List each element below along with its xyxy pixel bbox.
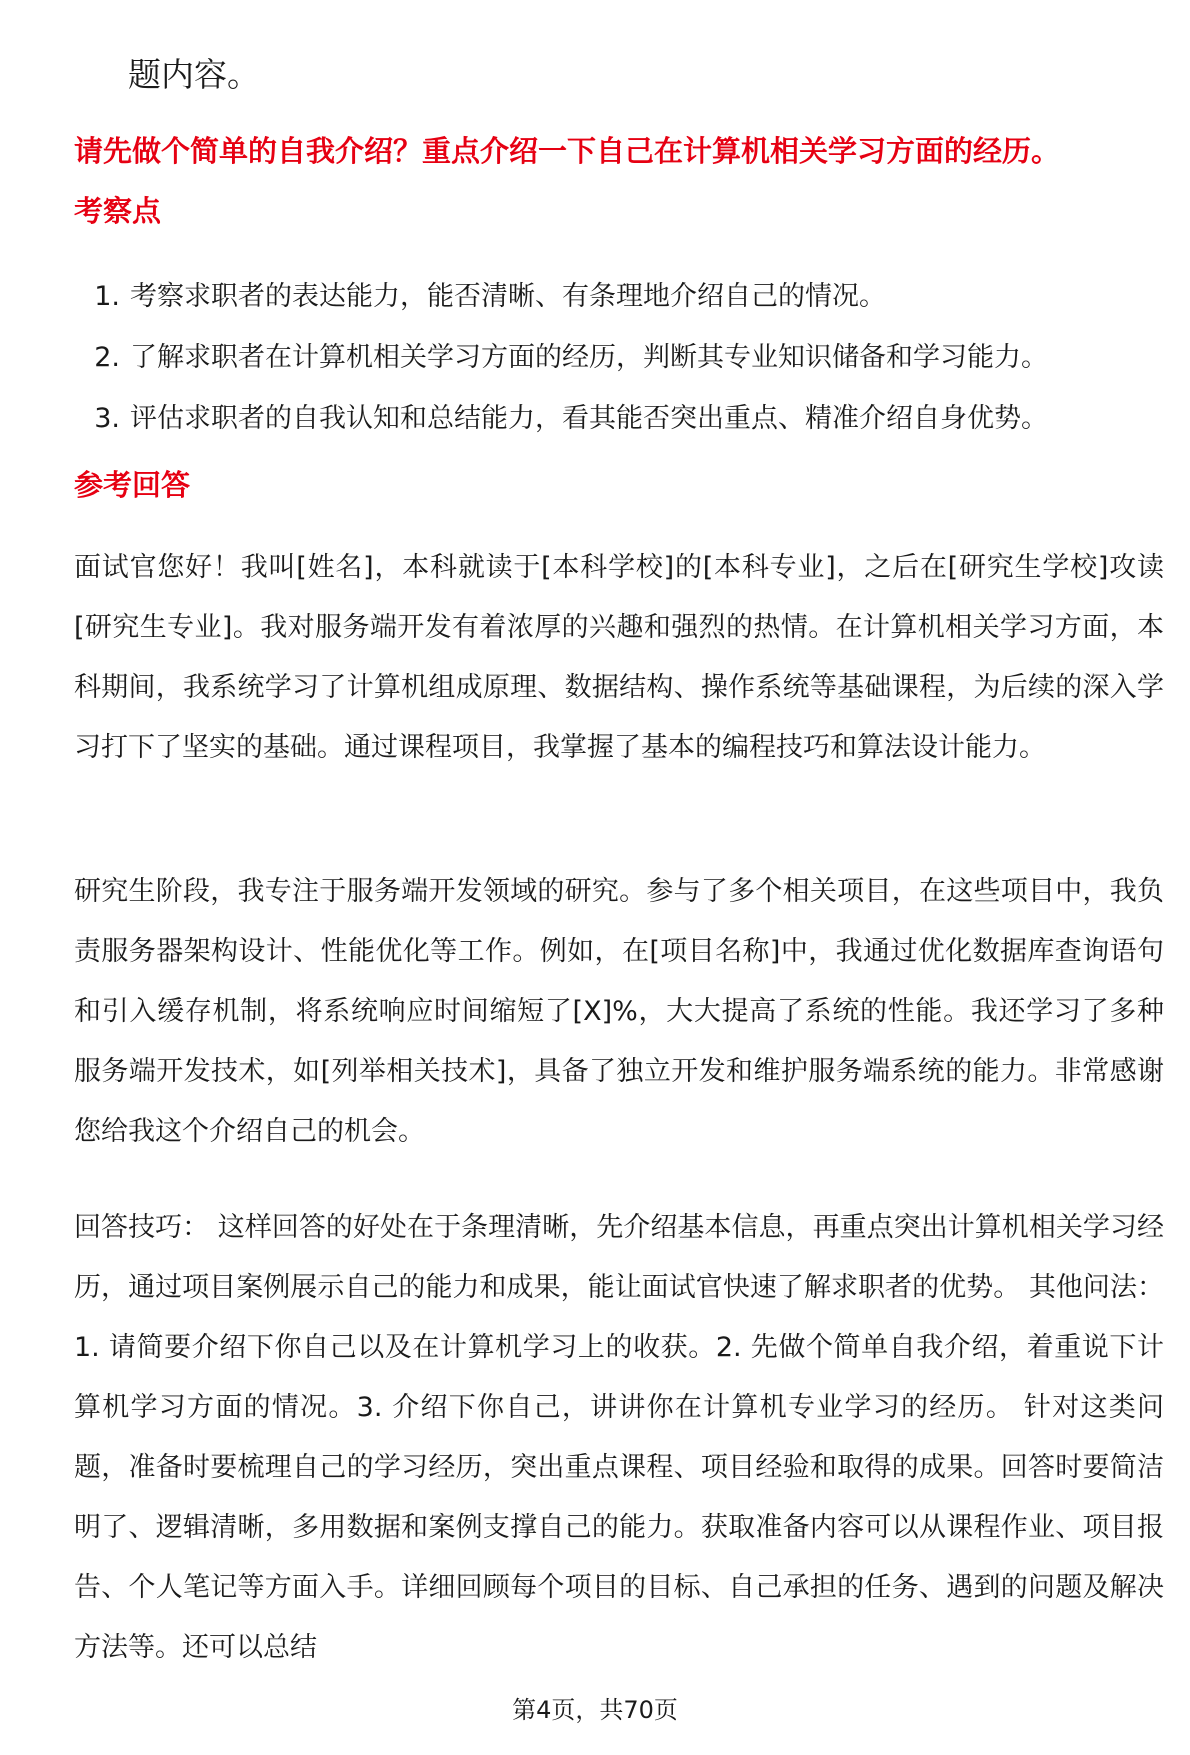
page-number: 第4页，共70页	[512, 1696, 678, 1724]
assessment-points-list	[74, 266, 1154, 449]
reference-answer-heading: 参考回答	[74, 468, 191, 502]
list-item-number: 2.	[94, 342, 120, 373]
list-item	[74, 388, 1154, 449]
answer-paragraph: 面试官您好！我叫[姓名]，本科就读于[本科学校]的[本科专业]，之后在[研究生学校]攻读[研究生专业]。我对服务端开发有着浓厚的兴趣和强烈的热情。在计算机相关学习方面，本科期间，我系统学习了计算机组成原理、数据结构、操作系统等基础课程，为后续的深入学习打下了坚实的基础。通过课程项目，我掌握了基本的编程技巧和算法设计能力。	[74, 552, 1164, 763]
list-item-number: 3.	[94, 403, 120, 434]
answer-tips-paragraph: 回答技巧： 这样回答的好处在于条理清晰，先介绍基本信息，再重点突出计算机相关学习经历，通过项目案例展示自己的能力和成果，能让面试官快速了解求职者的优势。 其他问法：1. 请简要介绍下你自己以及在计算机学习上的收获。2. 先做个简单自我介绍，着重说下计算机学习方面的情况。3. 介绍下你自己，讲讲你在计算机专业学习的经历。 针对这类问题，准备时要梳理自己的学习经历，突出重点课程、项目经验和取得的成果。回答时要简洁明了、逻辑清晰，多用数据和案例支撑自己的能力。获取准备内容可以从课程作业、项目报告、个人笔记等方面入手。详细回顾每个项目的目标、自己承担的任务、遇到的问题及解决方法等。还可以总结	[74, 1212, 1164, 1663]
question-heading: 请先做个简单的自我介绍？重点介绍一下自己在计算机相关学习方面的经历。	[74, 134, 1061, 168]
list-item-text: 评估求职者的自我认知和总结能力，看其能否突出重点、精准介绍自身优势。	[130, 403, 1048, 434]
answer-paragraph: 研究生阶段，我专注于服务端开发领域的研究。参与了多个相关项目，在这些项目中，我负责服务器架构设计、性能优化等工作。例如，在[项目名称]中，我通过优化数据库查询语句和引入缓存机制，将系统响应时间缩短了[X]%，大大提高了系统的性能。我还学习了多种服务端开发技术，如[列举相关技术]，具备了独立开发和维护服务端系统的能力。非常感谢您给我这个介绍自己的机会。	[74, 876, 1164, 1147]
list-item-text: 了解求职者在计算机相关学习方面的经历，判断其专业知识储备和学习能力。	[130, 342, 1048, 373]
list-item	[74, 327, 1154, 388]
list-item-text: 考察求职者的表达能力，能否清晰、有条理地介绍自己的情况。	[130, 281, 886, 312]
continuation-text: 题内容。	[128, 55, 260, 94]
list-item	[74, 266, 1154, 327]
assessment-heading: 考察点	[74, 194, 162, 228]
list-item-number: 1.	[94, 281, 120, 312]
